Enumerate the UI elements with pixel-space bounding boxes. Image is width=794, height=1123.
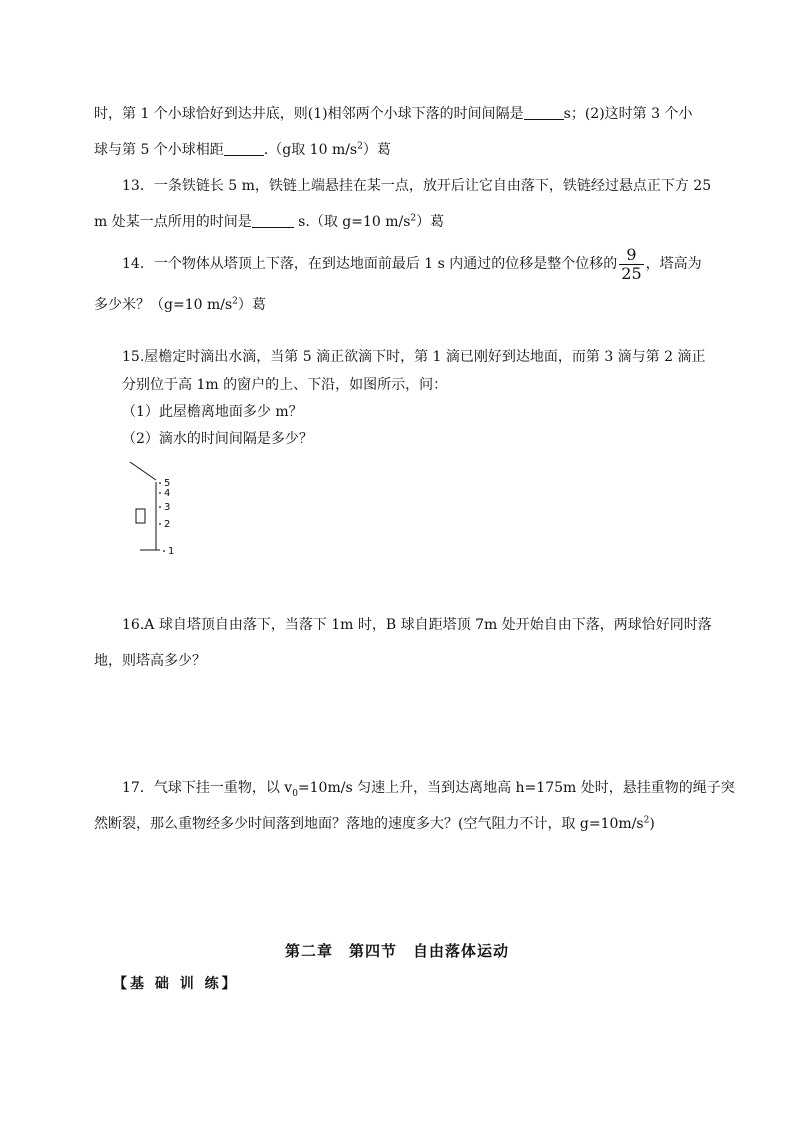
drop-label-3: 3 — [164, 502, 171, 513]
q14-line1 — [122, 244, 702, 284]
q12-text-b: s；(2)这时第 3 个小 — [563, 106, 693, 122]
q14-sup: 2 — [232, 296, 238, 307]
q12-text-c: 球与第 5 个小球相距 — [94, 142, 224, 158]
q14-text-a: 14．一个物体从塔顶上下落，在到达地面前最后 1 s 内通过的位移是整个位移的 — [122, 256, 618, 272]
drop-label-5: 5 — [164, 478, 171, 489]
q17-sup: 2 — [643, 815, 650, 826]
q14-text-b: ，塔高为 — [645, 256, 702, 272]
q16-text-a: 16.A 球自塔顶自由落下，当落下 1m 时，B 球自距塔顶 7m 处开始自由下落，两球恰好同时落 — [122, 617, 712, 633]
drop-label-4: 4 — [164, 488, 171, 499]
q13-line2 — [94, 212, 444, 232]
q14-text-c: 多少米？（g=10 m/s — [94, 297, 233, 313]
q15-text-a: 15.屋檐定时滴出水滴，当第 5 滴正欲滴下时，第 1 滴已刚好到达地面，而第 3 滴与第 2 滴正 — [122, 349, 706, 365]
q17-line1 — [122, 778, 735, 798]
q14-text-d: ）葛 — [237, 297, 266, 313]
q16-line1 — [122, 615, 712, 635]
roof-eave-line — [130, 462, 156, 480]
q15-line2 — [122, 375, 447, 395]
fraction-denominator: 25 — [621, 263, 642, 283]
q17-text-a: 17．气球下挂一重物，以 v — [122, 780, 293, 796]
q15-line1 — [122, 347, 706, 367]
q13-text-b: m 处某一点所用的时间是 — [94, 214, 252, 230]
q13-text-d: ）葛 — [416, 214, 445, 230]
q14-line2 — [94, 295, 266, 315]
q17-line2 — [94, 814, 655, 834]
q15-text-b: 分别位于高 1m 的窗户的上、下沿，如图所示，问： — [122, 377, 448, 393]
q12-text-d: .（g取 10 m/s — [263, 142, 358, 158]
drop-2 — [159, 519, 170, 530]
q17-sub: 0 — [292, 788, 298, 799]
fraction-numerator: 9 — [626, 244, 637, 264]
window-rect — [136, 509, 145, 523]
answer-blank — [252, 213, 294, 228]
section-title: 第二章 第四节 自由落体运动 — [284, 942, 509, 960]
q13-text-c: s.（取 g=10 m/s — [293, 214, 411, 230]
q16-line2 — [94, 651, 206, 671]
drop-label-2: 2 — [164, 519, 171, 530]
drop-label-1: 1 — [168, 546, 175, 557]
q17-text-b: =10m/s 匀速上升，当到达离地高 h=175m 处时，悬挂重物的绳子突 — [297, 780, 735, 796]
q13-text-a: 13．一条铁链长 5 m，铁链上端悬挂在某一点，放开后让它自由落下，铁链经过悬点正下方 25 — [122, 178, 712, 194]
q15-subquestion-2: （2）滴水的时间间隔是多少？ — [122, 431, 313, 447]
answer-blank — [524, 105, 564, 120]
q17-text-c: 然断裂，那么重物经多少时间落到地面？落地的速度多大？(空气阻力不计，取 g=10m/s — [94, 816, 644, 832]
q17-text-d: ) — [649, 816, 655, 832]
fraction-nine-over-twentyfive — [619, 246, 643, 283]
drop-1 — [163, 546, 174, 557]
q16-text-b: 地，则塔高多少？ — [94, 653, 206, 669]
q13-line1 — [122, 176, 711, 196]
q12-line1 — [94, 104, 692, 124]
q12-text-a: 时，第 1 个小球恰好到达井底，则(1)相邻两个小球下落的时间间隔是 — [94, 106, 524, 122]
q12-sup: 2 — [357, 141, 363, 152]
drop-4 — [159, 488, 170, 499]
q12-line2 — [94, 140, 391, 160]
dripping-eave-figure — [126, 458, 196, 568]
q15-sub2 — [122, 429, 313, 449]
q15-subquestion-1: （1）此屋檐离地面多少 m？ — [122, 404, 303, 420]
section-subheading: 【基 础 训 练】 — [113, 976, 239, 992]
q15-sub1 — [122, 402, 303, 422]
q13-sup: 2 — [410, 213, 417, 224]
q12-text-e: ）葛 — [362, 142, 391, 158]
answer-blank — [224, 141, 264, 156]
drop-3 — [159, 502, 170, 513]
